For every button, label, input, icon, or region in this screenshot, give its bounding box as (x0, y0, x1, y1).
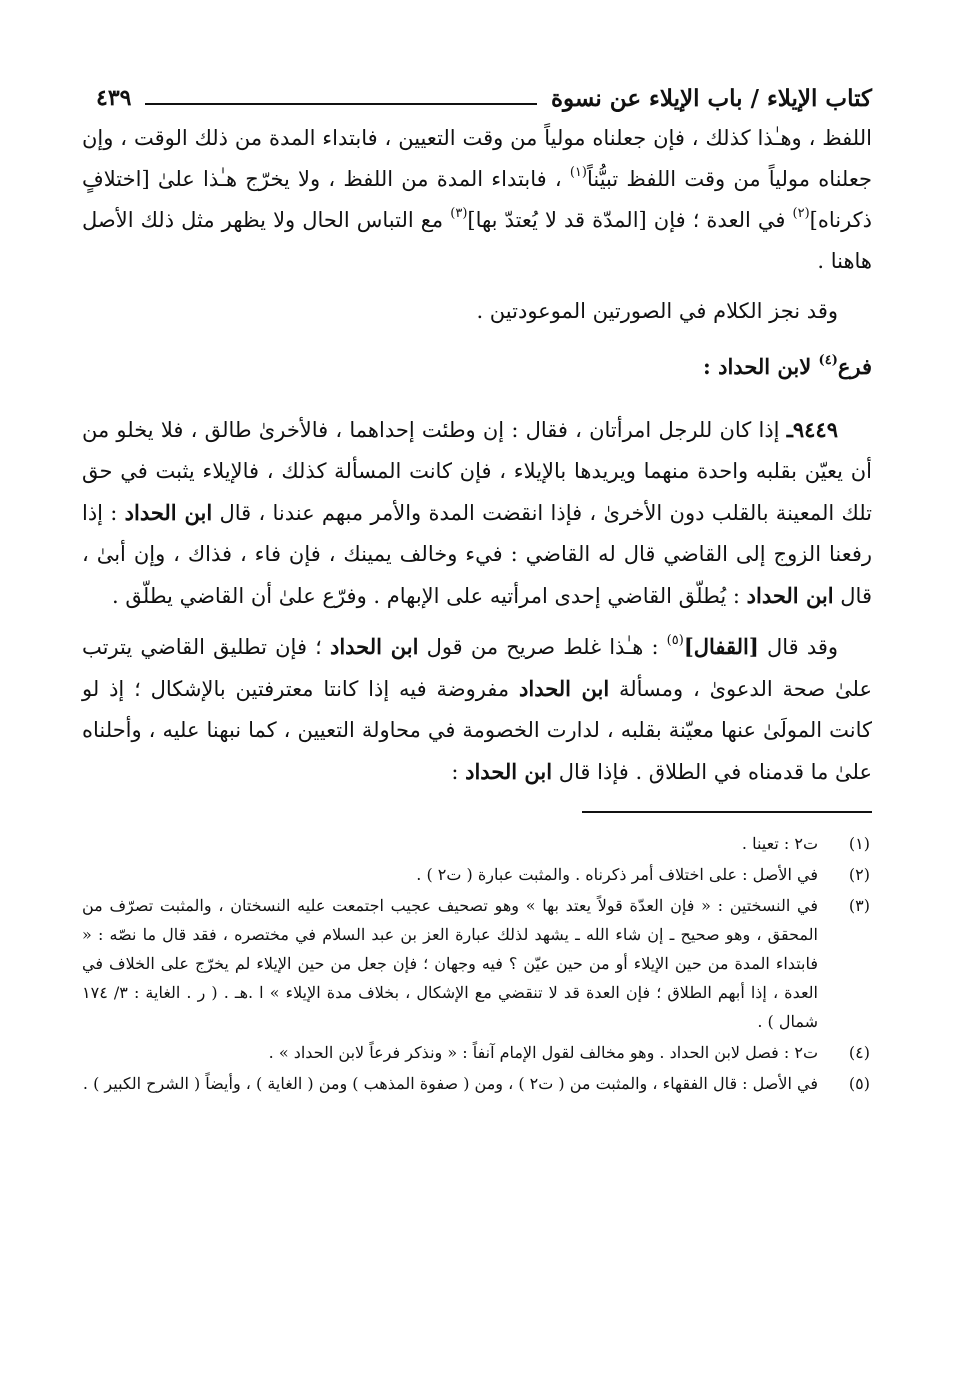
text-run: : هـٰذا غلط صريح من قول (418, 635, 667, 659)
bold-name: ابن الحداد (124, 500, 213, 525)
footnote-ref-4: (٤) (818, 353, 838, 368)
footnote (82, 829, 872, 858)
header-rule (145, 103, 537, 105)
chapter-title: كتاب الإيلاء / باب الإيلاء عن نسوة (550, 84, 872, 112)
text-run: : (451, 760, 466, 784)
footnote-number: (٥) (848, 1074, 870, 1093)
main-text (82, 118, 872, 793)
text-run: إذا كان للرجل امرأتان ، فقال : إن وطئت إحداهما ، فالأخرىٰ طالق ، فلا يخلو من أن يعيّن بقلبه واحدة منهما ويريدها بالإيلاء ، فإن كانت المسألة كذلك ، فالإيلاء يثبت في حق تلك المعينة بالقلب دون الأخرىٰ ، فإذا انقضت المدة والأمر مبهم عندنا ، قال (82, 418, 873, 525)
page-number: ٤٣٩ (96, 85, 132, 111)
text-run: في العدة ؛ فإن [المدّة قد لا يُعتدّ بها] (467, 208, 793, 232)
book-page (82, 78, 872, 1100)
footnote-separator (582, 811, 872, 813)
footnote-number: (١) (848, 834, 870, 853)
text-run: مفروضة فيه إذا كانتا معترفتين بالإشكال ؛ إذ لو كانت المولَىٰ عنها معيّنة بقلبه ، لدارت الخصومة في محاولة التعيين ، كما نبهنا عليه ، وأحلناه علىٰ ما قدمناه في الطلاق . فإذا قال (82, 677, 872, 784)
footnote-text: في النسختين : « فإن العدّة قولاً يعتد بها » وهو تصحيف عجيب اجتمعت عليه النسختان ، والمثبت تصرّف من المحقق ، وهو صحيح ـ إن شاء الله ـ يشهد لذلك عبارة العز بن عبد السلام في مختصره ، فقد قال ما نصّه : « فابتداء المدة من حين الإيلاء أو من حين عيّن ؟ فيه وجهان ؛ فإن جعل من حين الإيلاء لم يخرّج على الخلاف في العدة ، إذا أبهم الطلاق ؛ فإن العدة قد لا تنقضي مع الإشكال ، بخلاف مدة الإيلاء » ا .هـ . ( ر . الغاية : ٣/ ١٧٤ شمال ) . (82, 896, 819, 1031)
paragraph-1 (82, 118, 872, 282)
bold-name: [القفال] (683, 634, 759, 659)
footnote (82, 1069, 872, 1098)
footnote-ref-3: (٣) (450, 206, 468, 221)
text-run: : يُطلّق القاضي إحدى امرأتيه على الإبهام . وفرّع علىٰ أن القاضي يطلّق . (112, 584, 747, 608)
footnote-ref-1: (١) (569, 165, 587, 180)
text-run: ، فابتداء المدة من اللفظ ، ولا يخرّج هـٰذا علىٰ [اختلافٍ ذكرناه] (82, 167, 873, 232)
footnote (82, 1038, 872, 1067)
footnote-text: ت٢ : تعينا . (741, 834, 818, 853)
footnote-number: (٢) (848, 865, 870, 884)
footnote-text: في الأصل : قال الفقهاء ، والمثبت من ( ت٢ ) ، ومن ( صفوة المذهب ) ومن ( الغاية ) ، وأيضاً ( الشرح الكبير ) . (82, 1074, 818, 1093)
footnote-ref-5: (٥) (666, 633, 684, 648)
footnote-number: (٣) (848, 896, 870, 915)
heading-text: لابن الحداد : (703, 354, 819, 379)
footnote-number: (٤) (848, 1043, 870, 1062)
footnote-text: في الأصل : على اختلاف أمر ذكرناه . والمثبت عبارة ( ت٢ ) . (416, 865, 818, 884)
text-run: ؛ فإن تطليق القاضي يترتب علىٰ صحة الدعوىٰ ، ومسألة (82, 635, 872, 701)
paragraph-4 (82, 626, 872, 793)
bold-name: ابن الحداد (329, 634, 419, 659)
heading-text: فرع (837, 354, 872, 379)
issue-number: ٩٤٤٩ـ (786, 417, 838, 442)
paragraph-2: وقد نجز الكلام في الصورتين الموعودتين . (476, 299, 838, 323)
footnotes (82, 829, 872, 1098)
footnote-ref-2: (٢) (792, 206, 810, 221)
footnote (82, 891, 872, 1036)
text-run: وقد قال (758, 635, 839, 659)
footnote-text: ت٢ : فصل لابن الحداد . وهو مخالف لقول الإمام آنفاً : « ونذكر فرعاً لابن الحداد » . (268, 1043, 818, 1062)
text-run: : إذا رفعنا الزوج إلى القاضي قال له القاضي : فيء وخالف يمينك ، فإن فاء ، فذاك ، وإن أبىٰ ، قال (82, 501, 872, 608)
section-heading (82, 346, 872, 387)
text-run: مع التباس الحال ولا يظهر مثل ذلك الأصل هاهنا . (82, 208, 872, 273)
paragraph-issue (82, 409, 872, 617)
bold-name: ابن الحداد (465, 759, 553, 784)
bold-name: ابن الحداد (746, 583, 834, 608)
footnote (82, 860, 872, 889)
text-run: اللفظ ، وهـٰذا كذلك ، فإن جعلناه مولياً من وقت التعيين ، فابتداء المدة من ذلك الوقت ، وإن جعلناه مولياً من وقت اللفظ تبيُّناً (82, 126, 872, 191)
running-header (82, 78, 872, 118)
bold-name: ابن الحداد (519, 676, 610, 701)
